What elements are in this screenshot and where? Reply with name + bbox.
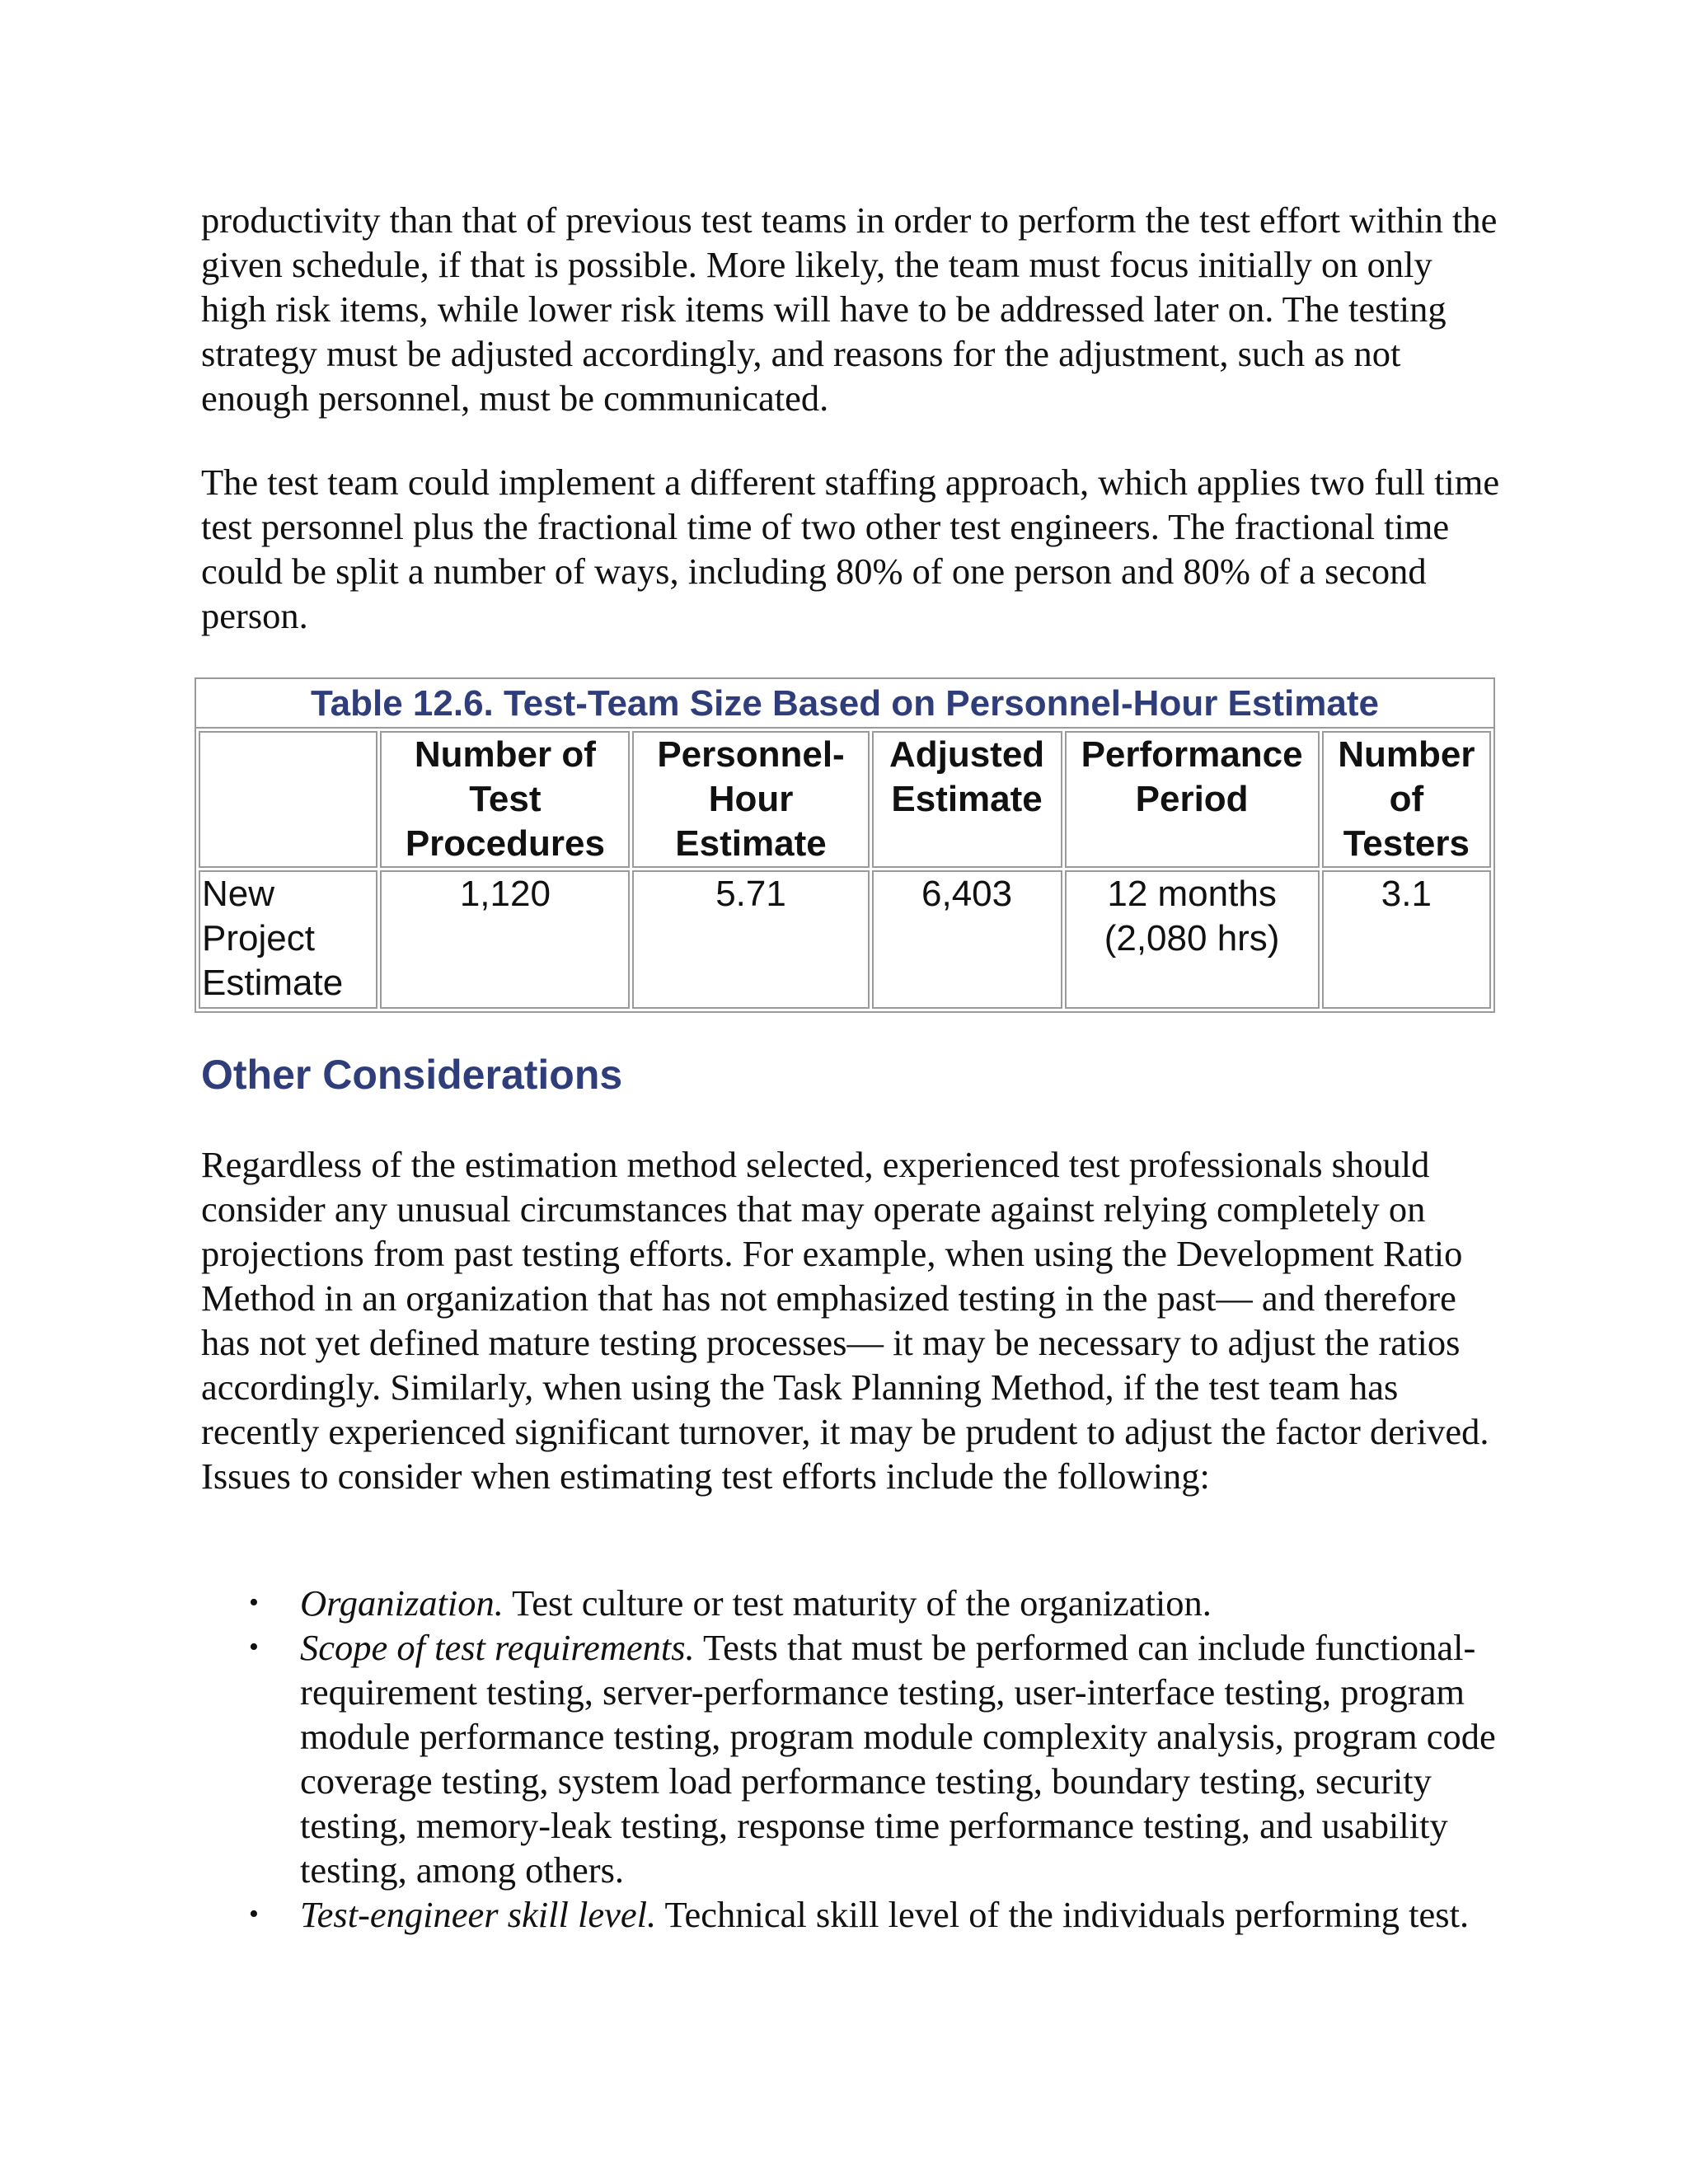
bullet-icon: • <box>249 1632 259 1662</box>
table-header-cell: Adjusted Estimate <box>872 731 1062 868</box>
table-header-cell: Performance Period <box>1065 731 1320 868</box>
table-cell: 3.1 <box>1322 870 1491 1009</box>
table-caption: Table 12.6. Test-Team Size Based on Personnel-Hour Estimate <box>195 677 1495 727</box>
paragraph: productivity than that of previous test teams in order to perform the test effort within the given schedule, if that is possible. More likely, the team must focus initially on only high risk items, while lower risk items will have to be addressed later on. The testing strategy must be adjusted accordingly, and reasons for the adjustment, such as not enough personnel, must be communicated. <box>201 199 1498 419</box>
table-cell: 1,120 <box>380 870 630 1009</box>
table-header-row <box>199 731 1491 868</box>
bullet-icon: • <box>249 1899 259 1929</box>
test-team-size-table <box>195 677 1495 1013</box>
table-header-cell <box>199 731 377 868</box>
considerations-list <box>201 1581 1503 1937</box>
table-row-label: New Project Estimate <box>199 870 377 1009</box>
paragraph: The test team could implement a different staffing approach, which applies two full time test personnel plus the fractional time of two other test engineers. The fractional time could be split a number of ways, including 80% of one person and 80% of a second person. <box>201 462 1500 636</box>
paragraph: Regardless of the estimation method selected, experienced test professionals should consider any unusual circumstances that may operate against relying completely on projections from past testing efforts. For example, when using the Development Ratio Method in an organization that has not emphasized testing in the past— and therefore has not yet defined mature testing processes— it may be necessary to adjust the ratios accordingly. Similarly, when using the Task Planning Method, if the test team has recently experienced significant turnover, it may be prudent to adjust the factor derived. Issues to consider when estimating test efforts include the following: <box>201 1144 1489 1497</box>
table-cell: 12 months (2,080 hrs) <box>1065 870 1320 1009</box>
list-item-term: Test-engineer skill level. <box>300 1894 657 1935</box>
list-item <box>201 1625 1503 1892</box>
table-row <box>199 870 1491 1009</box>
table-cell: 6,403 <box>872 870 1062 1009</box>
list-item-text: Test culture or test maturity of the organization. <box>512 1582 1212 1624</box>
list-item <box>201 1892 1503 1937</box>
list-item-text: Tests that must be performed can include functional-requirement testing, server-performance testing, user-interface testing, program module performance testing, program module complexity analysis, program code coverage testing, system load performance testing, boundary testing, security testing, memory-leak testing, response time performance testing, and usability testing, among others. <box>300 1627 1496 1891</box>
list-item-text: Technical skill level of the individuals performing test. <box>664 1894 1470 1935</box>
list-item-term: Organization. <box>300 1582 504 1624</box>
table-header-cell: Number of Test Procedures <box>380 731 630 868</box>
table-cell: 5.71 <box>632 870 869 1009</box>
list-item-term: Scope of test requirements. <box>300 1627 695 1668</box>
table-header-cell: Personnel-Hour Estimate <box>632 731 869 868</box>
bullet-icon: • <box>249 1587 259 1618</box>
table-header-cell: Number of Testers <box>1322 731 1491 868</box>
section-heading: Other Considerations <box>201 1052 623 1098</box>
list-item <box>201 1581 1503 1625</box>
